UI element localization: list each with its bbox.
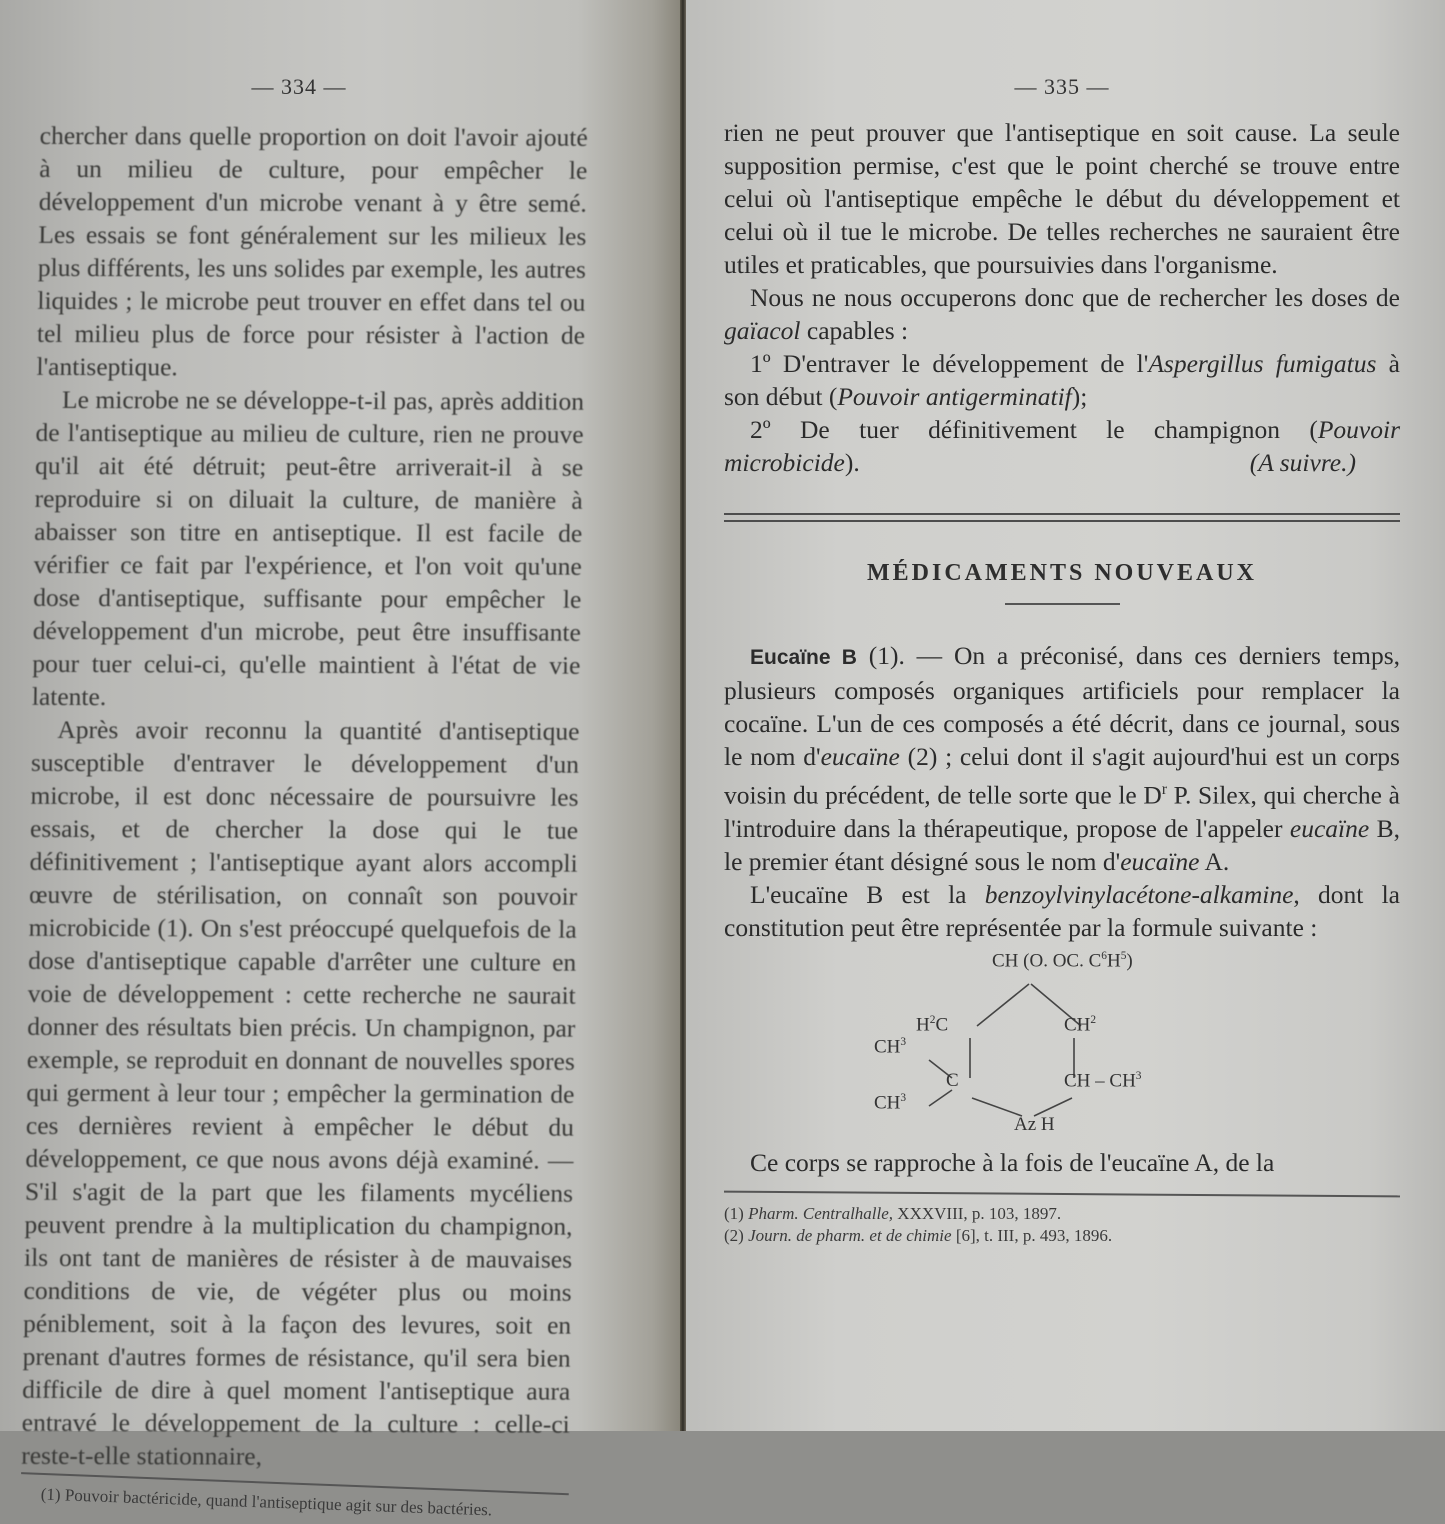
formula-h2c: $H^2C$ (916, 1013, 949, 1035)
article-paragraph-2 (724, 878, 1400, 944)
formula-azh: Az H (1014, 1113, 1055, 1135)
p1-part-a: On a préconisé, dans ces derniers temps, plusieurs composés organiques artificiels pour remplacer la cocaïne. L'un de ces composés a été décrit, dans ce journal, sous le nom d' (724, 641, 1400, 771)
article-paragraph-3: Ce corps se rapproche à la fois de l'eucaïne A, de la (750, 1147, 1275, 1177)
right-page-body (724, 116, 1400, 1247)
formula-top-group: CH (O. OC. $C^6H^5$) (992, 949, 1133, 971)
article-heading: Eucaïne B (750, 646, 857, 669)
intro-text-end: capables : (800, 316, 909, 345)
eucaine-a-term: eucaïne (1120, 846, 1200, 876)
left-page-body (21, 116, 588, 1519)
item1-text: 1º D'entraver le développement de l' (750, 349, 1149, 378)
formula-ch3-upper: $CH^3$ (874, 1035, 907, 1057)
left-paragraph-2: Le microbe ne se développe-t-il pas, après addition de l'antiseptique au milieu de culture, rien ne prouve qu'il ait été détruit; peut-être arriverait-il à se reproduire si on diluait la culture, de manière à abaisser son titre en antiseptique. Il est facile de vérifier ce fait par l'expérience, et l'on voit qu'une dose d'antiseptique, suffisante pour empêcher le développement d'un microbe, peut être insuffisante pour tuer celui-ci, qu'elle maintient à l'état de vie latente. (31, 384, 585, 712)
left-page (0, 0, 680, 1520)
section-title: MÉDICAMENTS NOUVEAUX (866, 560, 1257, 586)
section-divider (724, 513, 1400, 522)
p1-part-c: P. Silex, qui cherche à l'introduire dans la thérapeutique, propose de l'appeler (724, 780, 1400, 843)
eucaine-term: eucaïne (820, 742, 900, 771)
footnote-1: (1) Pharm. Centralhalle, XXXVIII, p. 103, 1897. (724, 1203, 1062, 1223)
page-number-right: — 335 — (1014, 74, 1110, 99)
title-rule (1005, 603, 1120, 605)
list-item-2 (724, 413, 1400, 479)
p2-part-b: , dont la constitution peut être représentée par la formule suivante : (724, 879, 1400, 942)
ring-bonds-icon (724, 950, 1400, 1132)
eucaine-b-term: eucaïne (1289, 813, 1370, 843)
intro-paragraph (724, 281, 1400, 347)
intro-text: Nous ne nous occuperons donc que de rechercher les doses de (750, 283, 1400, 312)
item2-text: 2º De tuer définitivement le champignon ( (750, 415, 1318, 444)
p1-part-e: A. (1199, 846, 1230, 876)
p1-part-b: (2) ; celui dont il s'agit aujourd'hui est un corps voisin du précédent, de telle sorte que le D (724, 742, 1400, 810)
left-footnote: (1) Pouvoir bactéricide, quand l'antiseptique agit sur des bactéries. (40, 1484, 493, 1520)
formula-ch3-lower: $CH^3$ (874, 1091, 907, 1113)
antigerminatif-term: Pouvoir antigerminatif (837, 382, 1072, 411)
chemical-structure-formula (724, 949, 1400, 1135)
formula-ch-ch3: CH – $CH^3$ (1064, 1069, 1142, 1091)
chemical-name: benzoylvinylacétone-alkamine (984, 879, 1294, 909)
footnote-2: (2) Journ. de pharm. et de chimie [6], t. III, p. 493, 1896. (724, 1225, 1113, 1245)
left-paragraph-1: chercher dans quelle proportion on doit l'avoir ajouté à un milieu de culture, pour empêcher le développement d'un microbe venant à y être semé. Les essais se font généralement sur les milieux les plus différents, les uns solides par exemple, les autres liquides ; le microbe peut trouver en effet dans tel ou tel milieu plus de force pour résister à l'action de l'antiseptique. (36, 120, 588, 382)
list-item-1 (724, 347, 1400, 413)
dr-superscript: r (1161, 781, 1167, 798)
to-be-continued (1224, 446, 1356, 479)
formula-ch2: $CH^2$ (1064, 1013, 1097, 1035)
item2-end: ). (844, 448, 860, 477)
formula-c: C (946, 1069, 959, 1091)
gaiacol-term: gaïacol (724, 316, 801, 345)
continuation-paragraph: rien ne peut prouver que l'antiseptique en soit cause. La seule supposition permise, c'est que le point cherché se trouve entre celui où l'antiseptique empêche le début du développement et celui où il tue le microbe. De telles recherches ne sauraient être utiles et praticables, que poursuivies dans l'organisme. (724, 118, 1400, 279)
p1-part-d: B, le premier étant désigné sous le nom d' (724, 813, 1400, 876)
microbicide-term: Pouvoir microbicide (724, 415, 1400, 477)
footnote-ref-1: (1). — (856, 641, 954, 670)
item1-middle: à son début ( (724, 349, 1400, 411)
article-paragraph-1 (724, 639, 1400, 878)
page-number-left: — 334 — (251, 74, 347, 99)
item1-end: ); (1071, 382, 1088, 411)
right-page (686, 0, 1445, 1431)
p2-part-a: L'eucaïne B est la (750, 879, 985, 909)
aspergillus-term: Aspergillus fumigatus (1148, 349, 1377, 378)
left-paragraph-3: Après avoir reconnu la quantité d'antiseptique susceptible d'entraver le développement d'un microbe, il est donc nécessaire de poursuivre les essais, et de chercher la dose qui le tue définitivement ; l'antiseptique ayant alors accompli œuvre de stérilisation, on connaît son pouvoir microbicide (1). On s'est préoccupé quelquefois de la dose d'antiseptique capable d'arrêter une culture en voie de développement : cette recherche ne saurait donner des résultats bien précis. Un champignon, par exemple, se reproduit en donnant de nouvelles spores qui germent à leur tour ; empêcher la germination de ces dernières revient à empêcher le début du développement, ce que nous avons déjà examiné. — S'il s'agit de la part que les filaments mycéliens peuvent prendre à la multiplication du champignon, ils ont tant de manières de résister à de mauvaises conditions de vie, de végéter plus ou moins péniblement, soit à la façon des levures, soit en prenant d'autres formes de résistance, qu'il sera bien difficile de dire à quel moment l'antiseptique aura entravé le développement de la culture : celle-ci reste-t-elle stationnaire, (21, 714, 580, 1471)
a-suivre-text: (A suivre.) (1249, 448, 1356, 477)
footnote-rule-right (724, 1190, 1400, 1197)
